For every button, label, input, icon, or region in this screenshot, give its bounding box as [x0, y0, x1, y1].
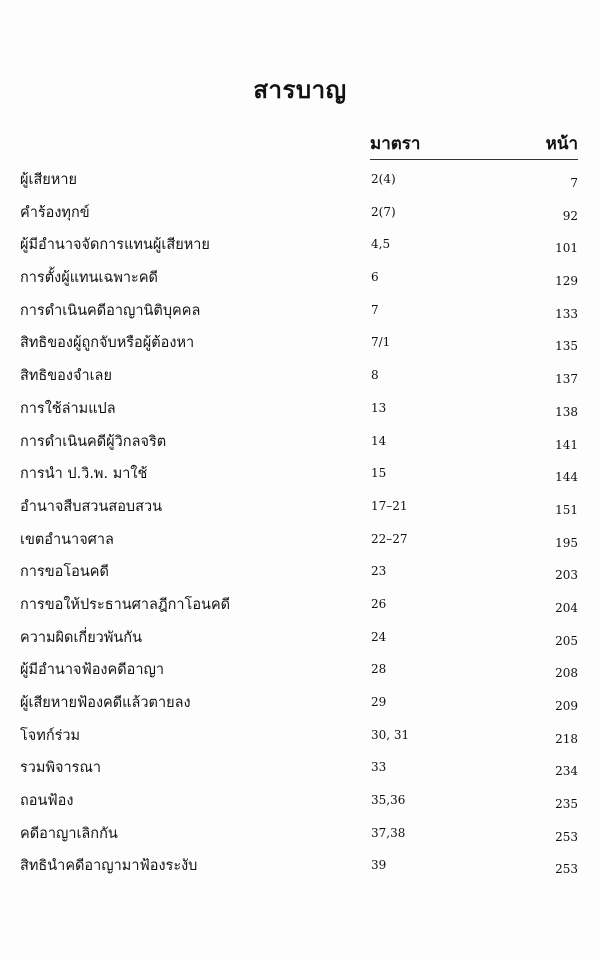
toc-topic: การขอให้ประธานศาลฎีกาโอนคดี [20, 596, 231, 613]
toc-entry [0, 393, 600, 426]
toc-page-number: 92 [562, 208, 578, 223]
toc-section-number: 2(4) [371, 172, 396, 186]
toc-entry [0, 850, 600, 883]
toc-section-number: 14 [371, 433, 387, 448]
toc-topic: การใช้ล่ามแปล [20, 400, 116, 417]
toc-page-number: 218 [555, 731, 578, 746]
toc-section-number: 15 [371, 466, 387, 481]
toc-entry [0, 164, 600, 197]
toc-entry [0, 589, 600, 622]
toc-topic: ถอนฟ้อง [20, 793, 74, 810]
toc-section-number: 29 [371, 695, 387, 709]
toc-section-number: 17–21 [371, 498, 408, 513]
toc-page-number: 253 [555, 829, 578, 844]
toc-topic: การนำ ป.วิ.พ. มาใช้ [20, 466, 148, 483]
page-title: สารบาญ [253, 76, 347, 104]
toc-section-number: 13 [371, 400, 387, 415]
toc-topic: ผู้เสียหาย [20, 172, 77, 188]
toc-section-number: 26 [371, 596, 387, 611]
toc-page-number: 133 [555, 306, 578, 321]
toc-entry [0, 654, 600, 687]
toc-page-number: 195 [555, 535, 578, 550]
toc-page-number: 141 [555, 437, 578, 452]
header-rule [370, 159, 578, 160]
toc-page-number: 101 [555, 241, 578, 256]
toc-section-number: 6 [371, 270, 379, 285]
toc-entry [0, 197, 600, 230]
toc-section-number: 28 [371, 662, 387, 677]
toc-section-number: 22–27 [371, 531, 408, 546]
toc-page-number: 129 [555, 274, 578, 289]
toc-section-number: 7 [371, 302, 379, 317]
toc-topic: การตั้งผู้แทนเฉพาะคดี [20, 270, 158, 287]
toc-list [0, 164, 600, 883]
toc-page-number: 138 [555, 404, 578, 419]
toc-topic: ผู้มีอำนาจฟ้องคดีอาญา [20, 662, 164, 679]
toc-topic: ความผิดเกี่ยวพันกัน [20, 629, 142, 646]
toc-section-number: 37,38 [371, 825, 406, 840]
toc-entry [0, 491, 600, 524]
toc-page-number: 137 [555, 372, 578, 387]
toc-page-number: 205 [555, 633, 578, 648]
toc-entry [0, 426, 600, 459]
toc-section-number: 35,36 [371, 793, 406, 808]
toc-section-number: 2(7) [371, 204, 396, 219]
toc-entry [0, 458, 600, 491]
toc-page-number: 135 [555, 339, 578, 354]
toc-section-number: 33 [371, 760, 387, 775]
toc-topic: เขตอำนาจศาล [20, 531, 114, 548]
toc-topic: คำร้องทุกข์ [20, 204, 90, 221]
toc-section-number: 24 [371, 629, 387, 644]
toc-topic: ผู้มีอำนาจจัดการแทนผู้เสียหาย [20, 237, 210, 254]
toc-page-number: 144 [555, 470, 578, 485]
toc-entry [0, 556, 600, 589]
toc-topic: การดำเนินคดีอาญานิติบุคคล [20, 302, 201, 319]
toc-topic: อำนาจสืบสวนสอบสวน [20, 498, 163, 515]
toc-page-number: 235 [555, 797, 578, 812]
toc-section-number: 23 [371, 564, 387, 579]
toc-page-number: 208 [555, 666, 578, 681]
toc-page-number: 151 [555, 502, 578, 517]
toc-entry [0, 785, 600, 818]
toc-entry [0, 622, 600, 655]
toc-section-number: 39 [371, 858, 387, 873]
toc-topic: สิทธิของจำเลย [20, 368, 112, 385]
page-column-header: หน้า [545, 134, 578, 154]
toc-topic: ผู้เสียหายฟ้องคดีแล้วตายลง [20, 695, 191, 711]
toc-page-number: 234 [555, 764, 578, 779]
toc-entry [0, 262, 600, 295]
toc-topic: สิทธิของผู้ถูกจับหรือผู้ต้องหา [20, 335, 195, 352]
toc-entry [0, 720, 600, 753]
toc-entry [0, 752, 600, 785]
toc-page-number: 7 [570, 176, 578, 190]
toc-entry [0, 295, 600, 328]
toc-topic: การขอโอนคดี [20, 564, 109, 581]
toc-page-number: 253 [555, 862, 578, 877]
toc-topic: รวมพิจารณา [20, 760, 102, 777]
toc-entry [0, 327, 600, 360]
toc-entry [0, 687, 600, 720]
toc-section-number: 4,5 [371, 237, 391, 252]
toc-section-number: 30, 31 [371, 727, 410, 742]
toc-section-number: 8 [371, 368, 379, 383]
toc-topic: การดำเนินคดีผู้วิกลจริต [20, 433, 167, 450]
toc-entry [0, 360, 600, 393]
toc-page-number: 209 [555, 699, 578, 713]
toc-entry [0, 229, 600, 262]
toc-page-number: 204 [555, 600, 578, 615]
toc-page-number: 203 [555, 568, 578, 583]
toc-entry [0, 818, 600, 851]
section-column-header: มาตรา [370, 134, 421, 154]
toc-entry [0, 524, 600, 557]
toc-topic: สิทธินำคดีอาญามาฟ้องระงับ [20, 858, 198, 875]
toc-section-number: 7/1 [371, 335, 391, 350]
toc-topic: คดีอาญาเลิกกัน [20, 825, 118, 842]
toc-topic: โจทก์ร่วม [20, 727, 81, 744]
